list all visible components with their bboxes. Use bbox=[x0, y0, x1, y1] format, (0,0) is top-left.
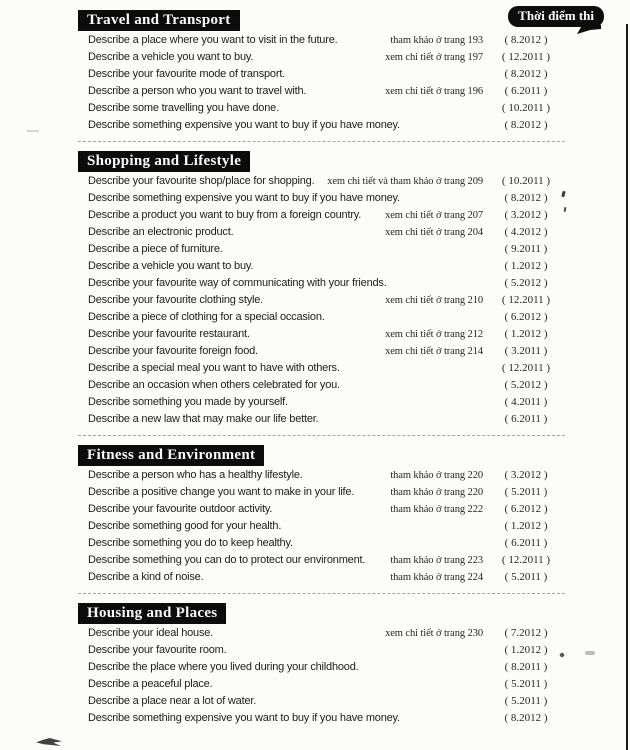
topic-row bbox=[78, 571, 565, 588]
topic-text: Describe the place where you lived during your childhood. bbox=[88, 661, 359, 673]
topic-text: Describe something you do to keep healthy. bbox=[88, 537, 293, 549]
topic-text: Describe something expensive you want to buy if you have money. bbox=[88, 712, 400, 724]
page-reference-text: xem chi tiết ở trang 212 bbox=[385, 329, 483, 340]
topic-row bbox=[78, 243, 565, 260]
section-title: Travel and Transport bbox=[87, 12, 231, 28]
topic-text: Describe your favourite outdoor activity. bbox=[88, 503, 273, 515]
exam-date-text: ( 6.2011 ) bbox=[504, 85, 548, 97]
topic-row bbox=[78, 379, 565, 396]
page-reference-text: xem chi tiết ở trang 230 bbox=[385, 628, 483, 639]
scan-speck bbox=[27, 130, 39, 132]
topic-text: Describe a piece of furniture. bbox=[88, 243, 223, 255]
topic-row bbox=[78, 503, 565, 520]
topic-row bbox=[78, 712, 565, 729]
topic-section bbox=[78, 10, 565, 142]
topic-text: Describe something you made by yourself. bbox=[88, 396, 288, 408]
topic-text: Describe a positive change you want to make in your life. bbox=[88, 486, 355, 498]
topic-row bbox=[78, 345, 565, 362]
topic-text: Describe your favourite room. bbox=[88, 644, 227, 656]
topic-row bbox=[78, 486, 565, 503]
topic-row bbox=[78, 175, 565, 192]
topic-row bbox=[78, 627, 565, 644]
page-reference-text: tham khảo ở trang 223 bbox=[390, 555, 483, 566]
exam-date-text: ( 5.2012 ) bbox=[504, 277, 548, 289]
exam-date-text: ( 8.2012 ) bbox=[504, 68, 548, 80]
page-reference-text: tham khảo ở trang 224 bbox=[390, 572, 483, 583]
topic-text: Describe something you can do to protect our environment. bbox=[88, 554, 366, 566]
speech-bubble-tail-icon bbox=[577, 25, 601, 34]
topic-row bbox=[78, 520, 565, 537]
topic-row bbox=[78, 644, 565, 661]
exam-date-text: ( 10.2011 ) bbox=[501, 102, 551, 114]
topic-text: Describe your favourite foreign food. bbox=[88, 345, 258, 357]
topic-row bbox=[78, 277, 565, 294]
exam-date-text: ( 8.2012 ) bbox=[504, 712, 548, 724]
exam-date-text: ( 5.2011 ) bbox=[504, 571, 548, 583]
topic-text: Describe a new law that may make our life better. bbox=[88, 413, 319, 425]
section-title: Fitness and Environment bbox=[87, 447, 256, 463]
topic-text: Describe a piece of clothing for a special occasion. bbox=[88, 311, 325, 323]
topic-text: Describe your ideal house. bbox=[88, 627, 214, 639]
topic-row bbox=[78, 554, 565, 571]
topic-row bbox=[78, 328, 565, 345]
topic-text: Describe something expensive you want to buy if you have money. bbox=[88, 192, 400, 204]
exam-date-text: ( 6.2011 ) bbox=[504, 537, 548, 549]
exam-date-text: ( 6.2012 ) bbox=[504, 503, 548, 515]
topic-text: Describe a place near a lot of water. bbox=[88, 695, 257, 707]
exam-date-text: ( 8.2012 ) bbox=[504, 34, 548, 46]
topic-text: Describe your favourite mode of transport. bbox=[88, 68, 286, 80]
topic-row bbox=[78, 678, 565, 695]
exam-date-text: ( 8.2012 ) bbox=[504, 192, 548, 204]
page-reference-text: xem chi tiết ở trang 210 bbox=[385, 295, 483, 306]
exam-date-text: ( 3.2011 ) bbox=[504, 345, 548, 357]
exam-time-badge bbox=[508, 6, 604, 27]
page-reference-text: xem chi tiết ở trang 214 bbox=[385, 346, 483, 357]
exam-date-text: ( 12.2011 ) bbox=[501, 294, 551, 306]
section-title-badge bbox=[78, 151, 250, 172]
topic-text: Describe an occasion when others celebrated for you. bbox=[88, 379, 340, 391]
section-title: Housing and Places bbox=[87, 605, 218, 621]
topic-row bbox=[78, 362, 565, 379]
topic-text: Describe a person who has a healthy lifestyle. bbox=[88, 469, 303, 481]
section-title: Shopping and Lifestyle bbox=[87, 153, 242, 169]
page-reference-text: tham khảo ở trang 193 bbox=[390, 35, 483, 46]
section-title-badge bbox=[78, 445, 264, 466]
topic-row bbox=[78, 85, 565, 102]
topic-text: Describe your favourite shop/place for shopping. bbox=[88, 175, 315, 187]
scan-smudge bbox=[36, 738, 62, 746]
exam-date-text: ( 3.2012 ) bbox=[504, 469, 548, 481]
topic-text: Describe a person who you want to travel with. bbox=[88, 85, 307, 97]
topic-text: Describe a vehicle you want to buy. bbox=[88, 51, 254, 63]
page-reference-text: xem chi tiết ở trang 196 bbox=[385, 86, 483, 97]
topic-row bbox=[78, 51, 565, 68]
topic-row bbox=[78, 226, 565, 243]
topic-row bbox=[78, 34, 565, 51]
topic-row bbox=[78, 537, 565, 554]
exam-date-text: ( 6.2011 ) bbox=[504, 413, 548, 425]
topic-text: Describe something good for your health. bbox=[88, 520, 282, 532]
topic-text: Describe an electronic product. bbox=[88, 226, 234, 238]
scan-speck bbox=[564, 207, 567, 212]
topic-row bbox=[78, 102, 565, 119]
page-reference-text: xem chi tiết ở trang 197 bbox=[385, 52, 483, 63]
topic-text: Describe your favourite way of communicating with your friends. bbox=[88, 277, 387, 289]
topic-text: Describe a product you want to buy from a foreign country. bbox=[88, 209, 362, 221]
page-reference-text: xem chi tiết ở trang 207 bbox=[385, 210, 483, 221]
exam-date-text: ( 1.2012 ) bbox=[504, 328, 548, 340]
topic-row bbox=[78, 469, 565, 486]
exam-date-text: ( 5.2011 ) bbox=[504, 678, 548, 690]
page-reference-text: tham khảo ở trang 220 bbox=[390, 470, 483, 481]
topic-section bbox=[78, 603, 565, 734]
exam-date-text: ( 9.2011 ) bbox=[504, 243, 548, 255]
topic-sections bbox=[78, 10, 565, 743]
section-title-badge bbox=[78, 10, 240, 31]
exam-time-badge-label: Thời điểm thi bbox=[518, 8, 594, 23]
exam-date-text: ( 6.2012 ) bbox=[504, 311, 548, 323]
exam-date-text: ( 5.2011 ) bbox=[504, 486, 548, 498]
section-title-badge bbox=[78, 603, 226, 624]
topic-text: Describe a special meal you want to have with others. bbox=[88, 362, 340, 374]
scan-speck bbox=[585, 651, 595, 655]
topic-row bbox=[78, 68, 565, 85]
exam-date-text: ( 7.2012 ) bbox=[504, 627, 548, 639]
exam-date-text: ( 8.2011 ) bbox=[504, 661, 548, 673]
exam-date-text: ( 5.2011 ) bbox=[504, 695, 548, 707]
topic-text: Describe your favourite clothing style. bbox=[88, 294, 264, 306]
exam-date-text: ( 8.2012 ) bbox=[504, 119, 548, 131]
exam-date-text: ( 1.2012 ) bbox=[504, 520, 548, 532]
topic-row bbox=[78, 396, 565, 413]
page-reference-text: tham khảo ở trang 222 bbox=[390, 504, 483, 515]
topic-row bbox=[78, 294, 565, 311]
scan-speck bbox=[561, 191, 565, 198]
topic-text: Describe a peaceful place. bbox=[88, 678, 213, 690]
exam-date-text: ( 12.2011 ) bbox=[501, 51, 551, 63]
page-reference-text: tham khảo ở trang 220 bbox=[390, 487, 483, 498]
exam-date-text: ( 12.2011 ) bbox=[501, 554, 551, 566]
topic-row bbox=[78, 260, 565, 277]
page-reference-text: xem chi tiết ở trang 204 bbox=[385, 227, 483, 238]
topic-text: Describe a place where you want to visit in the future. bbox=[88, 34, 338, 46]
exam-date-text: ( 1.2012 ) bbox=[504, 644, 548, 656]
topic-text: Describe your favourite restaurant. bbox=[88, 328, 250, 340]
page-reference-text: xem chi tiết và tham khảo ở trang 209 bbox=[327, 176, 483, 187]
topic-text: Describe a kind of noise. bbox=[88, 571, 204, 583]
topic-section bbox=[78, 151, 565, 436]
scan-edge-line bbox=[626, 24, 628, 750]
topic-text: Describe something expensive you want to buy if you have money. bbox=[88, 119, 400, 131]
topic-row bbox=[78, 209, 565, 226]
exam-date-text: ( 1.2012 ) bbox=[504, 260, 548, 272]
exam-date-text: ( 5.2012 ) bbox=[504, 379, 548, 391]
topic-section bbox=[78, 445, 565, 594]
exam-date-text: ( 3.2012 ) bbox=[504, 209, 548, 221]
topic-row bbox=[78, 192, 565, 209]
topic-row bbox=[78, 661, 565, 678]
topic-row bbox=[78, 311, 565, 328]
topic-row bbox=[78, 695, 565, 712]
exam-date-text: ( 4.2011 ) bbox=[504, 396, 548, 408]
topic-row bbox=[78, 119, 565, 136]
topic-text: Describe a vehicle you want to buy. bbox=[88, 260, 254, 272]
exam-date-text: ( 12.2011 ) bbox=[501, 362, 551, 374]
topic-text: Describe some travelling you have done. bbox=[88, 102, 279, 114]
topic-row bbox=[78, 413, 565, 430]
exam-date-text: ( 4.2012 ) bbox=[504, 226, 548, 238]
exam-date-text: ( 10.2011 ) bbox=[501, 175, 551, 187]
